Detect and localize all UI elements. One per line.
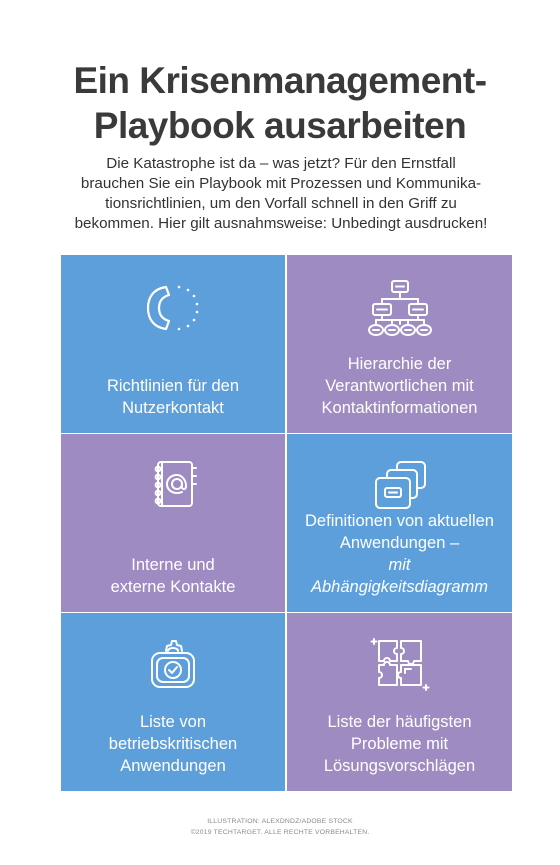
intro-text bbox=[70, 154, 492, 234]
phone-icon bbox=[138, 277, 208, 339]
tile-hierarchy bbox=[287, 255, 512, 433]
title-line: Ein Krisenmanagement- bbox=[73, 60, 487, 101]
tile-label-emphasis: mit bbox=[388, 556, 411, 574]
tile-label-line: Nutzerkontakt bbox=[122, 399, 224, 417]
tile-label bbox=[287, 353, 512, 419]
page-title bbox=[0, 58, 560, 148]
gear-check-icon bbox=[138, 635, 208, 697]
tile-label bbox=[61, 554, 285, 598]
tile-label-line: Hierarchie der bbox=[347, 355, 452, 373]
tile-label-line: Kontaktinformationen bbox=[321, 399, 478, 417]
tile-label-line: Richtlinien für den bbox=[106, 377, 240, 395]
tile-grid bbox=[61, 255, 512, 791]
copyright-line: ©2019 TECHTARGET. ALLE RECHTE VORBEHALTEN. bbox=[190, 829, 370, 836]
tile-applications bbox=[287, 434, 512, 612]
intro-line: Die Katastrophe ist da – was jetzt? Für den Ernstfall bbox=[106, 155, 456, 172]
tile-common-problems bbox=[287, 613, 512, 791]
title-line: Playbook ausarbeiten bbox=[93, 105, 467, 146]
tile-label-line: Definitionen von aktuellen bbox=[305, 512, 494, 530]
intro-line: brauchen Sie ein Playbook mit Prozessen und Kommunika- bbox=[80, 175, 482, 192]
intro-line: tionsrichtlinien, um den Vorfall schnell in den Griff zu bbox=[105, 195, 457, 212]
tile-label-line: Liste der häufigsten bbox=[327, 713, 472, 731]
tile-label bbox=[61, 711, 285, 777]
address-book-icon bbox=[138, 456, 208, 518]
tile-user-contact bbox=[61, 255, 285, 433]
credits-footer bbox=[0, 816, 560, 838]
tile-label-line: Liste von bbox=[139, 713, 207, 731]
intro-line: bekommen. Hier gilt ausnahmsweise: Unbedingt ausdrucken! bbox=[74, 215, 488, 232]
tile-label-line: betriebskritischen bbox=[108, 735, 238, 753]
credit-line: ILLUSTRATION: ALEXDNDZ/ADOBE STOCK bbox=[207, 818, 353, 825]
app-windows-icon bbox=[365, 456, 435, 518]
tile-critical-apps bbox=[61, 613, 285, 791]
tile-label-text: Anwendungen – bbox=[339, 534, 460, 552]
tile-label bbox=[287, 510, 512, 598]
puzzle-icon bbox=[365, 635, 435, 697]
org-chart-icon bbox=[365, 277, 435, 339]
tile-label-line bbox=[291, 532, 508, 576]
tile-label bbox=[61, 375, 285, 419]
tile-label-line: Lösungsvorschlägen bbox=[323, 757, 476, 775]
tile-label-emphasis: Abhängigkeitsdiagramm bbox=[310, 578, 488, 596]
tile-label-line: Probleme mit bbox=[350, 735, 449, 753]
tile-label bbox=[287, 711, 512, 777]
tile-contacts bbox=[61, 434, 285, 612]
tile-label-line: externe Kontakte bbox=[110, 578, 236, 596]
tile-label-line bbox=[291, 576, 508, 598]
tile-label-line: Interne und bbox=[131, 556, 215, 574]
tile-label-line: Anwendungen bbox=[120, 757, 226, 775]
tile-label-line: Verantwortlichen mit bbox=[325, 377, 474, 395]
